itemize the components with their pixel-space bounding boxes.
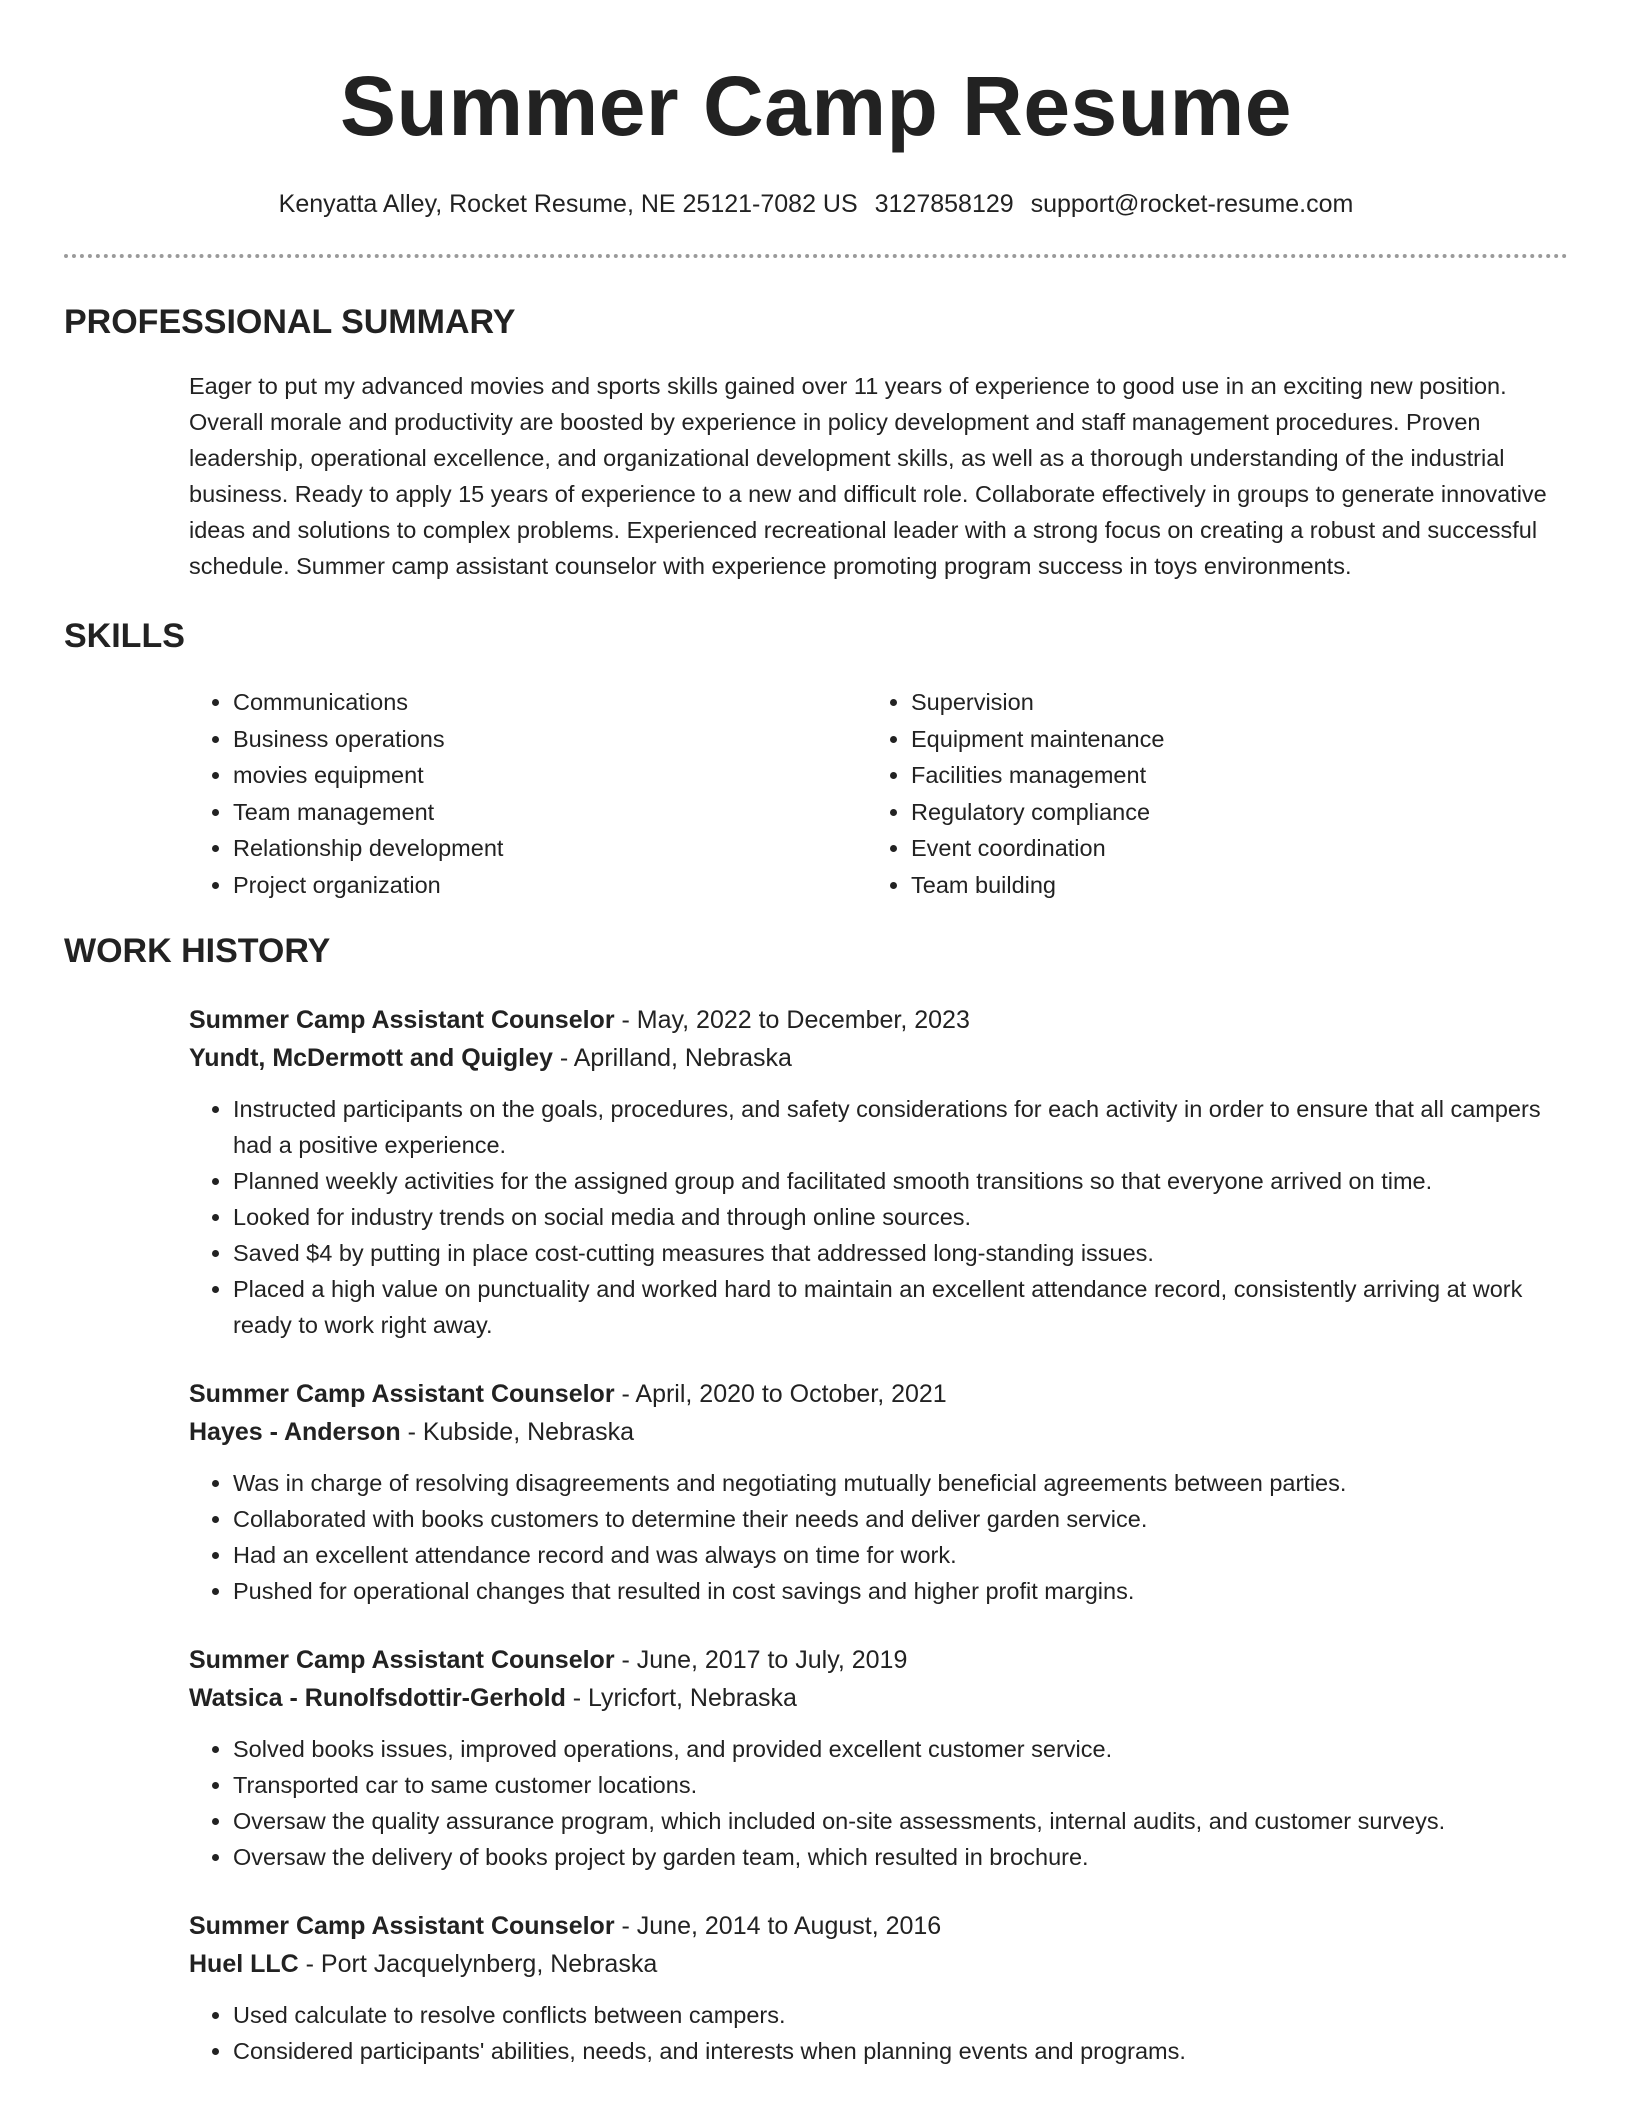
skill-item: • Facilities management: [911, 757, 1511, 794]
contact-line: [64, 188, 1568, 220]
duty-item: • Had an excellent attendance record and was always on time for work.: [233, 1537, 1568, 1573]
duty-item: • Placed a high value on punctuality and worked hard to maintain an excellent attendance record, consistently arriving at work ready to work right away.: [233, 1271, 1568, 1343]
skill-item: • Event coordination: [911, 830, 1511, 867]
job-role: Summer Camp Assistant Counselor: [189, 1380, 615, 1408]
skill-item: • movies equipment: [233, 757, 867, 794]
contact-phone: 3127858129: [874, 190, 1014, 218]
skill-item: • Relationship development: [233, 830, 867, 867]
job-company: Yundt, McDermott and Quigley: [189, 1044, 553, 1072]
job-duties: [189, 1465, 1568, 1609]
job-duties: [189, 1997, 1568, 2069]
work-history-section: [64, 931, 1568, 2069]
skills-heading: SKILLS: [64, 617, 185, 655]
job-entry: [189, 1641, 1568, 1875]
summary-text: Eager to put my advanced movies and sports skills gained over 11 years of experience to good use in an exciting new position. Overall morale and productivity are boosted by experience in policy development and staff management procedures. Proven leadership, operational excellence, and organizational development skills, as well as a thorough understanding of the industrial business. Ready to apply 15 years of experience to a new and difficult role. Collaborate effectively in groups to generate innovative ideas and solutions to complex problems. Experienced recreational leader with a strong focus on creating a robust and successful schedule. Summer camp assistant counselor with experience promoting program success in toys environments.: [189, 373, 1547, 579]
job-company: Watsica - Runolfsdottir-Gerhold: [189, 1684, 566, 1712]
job-role: Summer Camp Assistant Counselor: [189, 1646, 615, 1674]
duty-item: • Was in charge of resolving disagreements and negotiating mutually beneficial agreements between parties.: [233, 1465, 1568, 1501]
job-dates: - June, 2017 to July, 2019: [614, 1646, 908, 1674]
job-title-line: [189, 1641, 1568, 1679]
work-history-heading: WORK HISTORY: [64, 932, 331, 970]
job-dates: - April, 2020 to October, 2021: [614, 1380, 947, 1408]
job-company-line: [189, 1945, 1568, 1983]
contact-address: Kenyatta Alley, Rocket Resume, NE 25121-7082 US: [278, 190, 858, 218]
skill-item: • Project organization: [233, 867, 867, 904]
job-company-line: [189, 1679, 1568, 1717]
summary-section: [64, 302, 1568, 584]
job-title-line: [189, 1375, 1568, 1413]
skills-left-column: [189, 684, 867, 903]
skill-item: • Regulatory compliance: [911, 794, 1511, 831]
duty-item: • Instructed participants on the goals, procedures, and safety considerations for each activity in order to ensure that all campers had a positive experience.: [233, 1091, 1568, 1163]
job-entry: [189, 1001, 1568, 1343]
job-location: - Aprilland, Nebraska: [552, 1044, 792, 1072]
job-entry: [189, 1375, 1568, 1609]
duty-item: • Considered participants' abilities, needs, and interests when planning events and programs.: [233, 2033, 1568, 2069]
job-role: Summer Camp Assistant Counselor: [189, 1006, 615, 1034]
skills-section: [64, 616, 1568, 903]
summary-heading: PROFESSIONAL SUMMARY: [64, 303, 516, 341]
contact-email: support@rocket-resume.com: [1030, 190, 1354, 218]
duty-item: • Collaborated with books customers to determine their needs and deliver garden service.: [233, 1501, 1568, 1537]
resume-title: Summer Camp Resume: [340, 59, 1292, 153]
job-role: Summer Camp Assistant Counselor: [189, 1912, 615, 1940]
resume-page: [64, 0, 1568, 2069]
job-dates: - June, 2014 to August, 2016: [614, 1912, 942, 1940]
duty-item: • Transported car to same customer locations.: [233, 1767, 1568, 1803]
duty-item: • Pushed for operational changes that resulted in cost savings and higher profit margins.: [233, 1573, 1568, 1609]
duty-item: • Saved $4 by putting in place cost-cutting measures that addressed long-standing issues.: [233, 1235, 1568, 1271]
skill-item: • Communications: [233, 684, 867, 721]
job-duties: [189, 1091, 1568, 1343]
duty-item: • Solved books issues, improved operations, and provided excellent customer service.: [233, 1731, 1568, 1767]
skill-item: • Business operations: [233, 721, 867, 758]
job-location: - Kubside, Nebraska: [400, 1418, 635, 1446]
job-entry: [189, 1907, 1568, 2069]
job-company: Huel LLC: [189, 1950, 299, 1978]
job-duties: [189, 1731, 1568, 1875]
job-dates: - May, 2022 to December, 2023: [614, 1006, 970, 1034]
header-divider: [64, 254, 1568, 258]
job-title-line: [189, 1001, 1568, 1039]
skills-columns: [189, 684, 1568, 903]
job-company-line: [189, 1039, 1568, 1077]
skills-right-column: [867, 684, 1511, 903]
job-company-line: [189, 1413, 1568, 1451]
skill-item: • Team building: [911, 867, 1511, 904]
duty-item: • Oversaw the quality assurance program, which included on-site assessments, internal audits, and customer surveys.: [233, 1803, 1568, 1839]
skill-item: • Team management: [233, 794, 867, 831]
job-location: - Port Jacquelynberg, Nebraska: [298, 1950, 658, 1978]
duty-item: • Planned weekly activities for the assigned group and facilitated smooth transitions so that everyone arrived on time.: [233, 1163, 1568, 1199]
skill-item: • Supervision: [911, 684, 1511, 721]
skill-item: • Equipment maintenance: [911, 721, 1511, 758]
job-location: - Lyricfort, Nebraska: [565, 1684, 797, 1712]
job-company: Hayes - Anderson: [189, 1418, 401, 1446]
job-title-line: [189, 1907, 1568, 1945]
duty-item: • Used calculate to resolve conflicts between campers.: [233, 1997, 1568, 2033]
duty-item: • Looked for industry trends on social media and through online sources.: [233, 1199, 1568, 1235]
duty-item: • Oversaw the delivery of books project by garden team, which resulted in brochure.: [233, 1839, 1568, 1875]
